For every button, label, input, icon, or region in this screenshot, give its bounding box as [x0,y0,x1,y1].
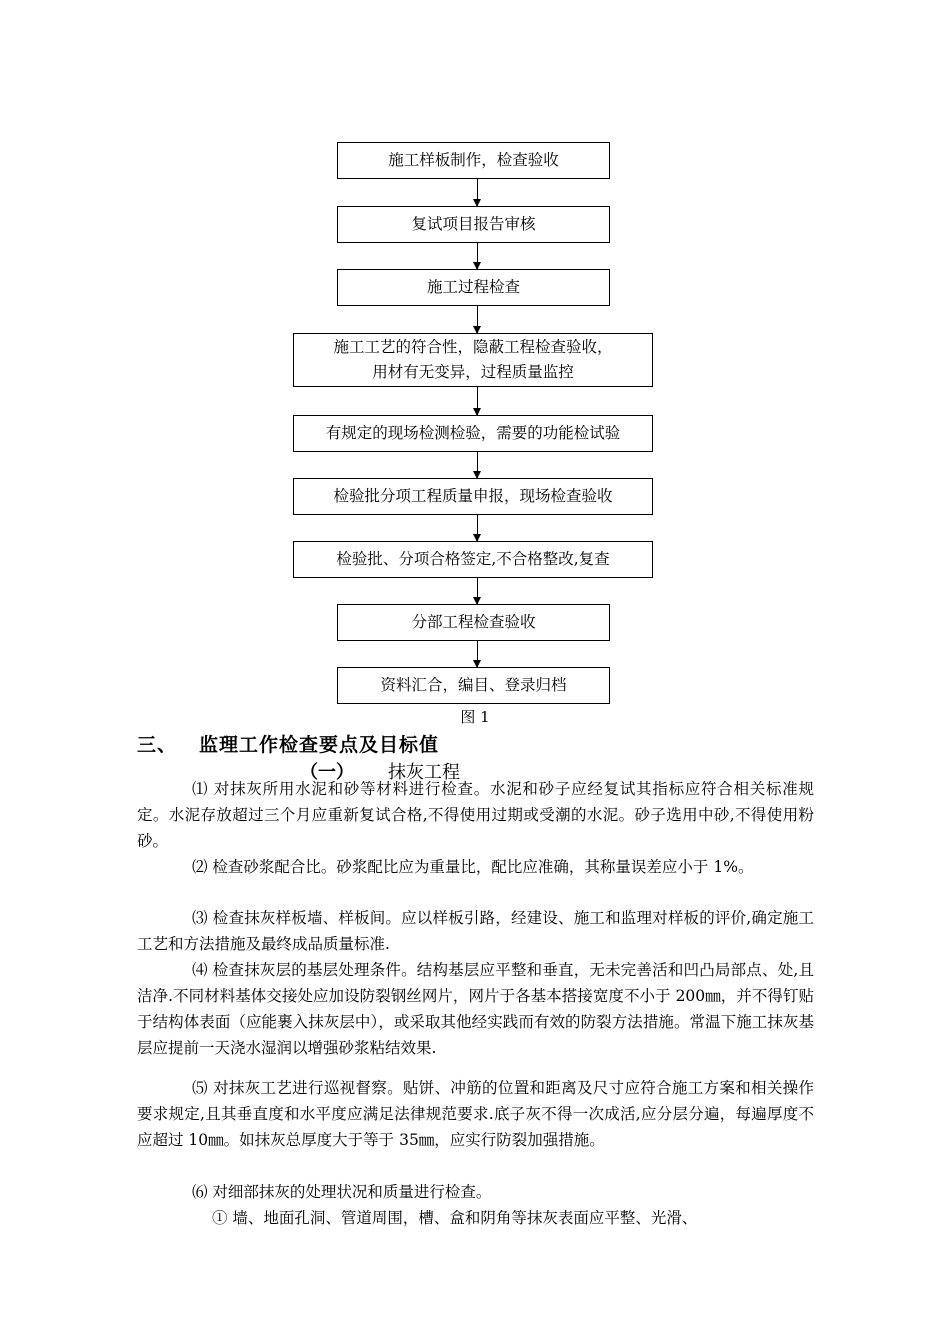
flow-step-text-line1: 施工工艺的符合性，隐蔽工程检查验收， [333,338,613,356]
flow-step-text: 施工过程检查 [426,278,520,296]
flow-step-text: 资料汇合，编目、登录归档 [380,676,567,694]
paragraph-6: ⑹ 对细部抹灰的处理状况和质量进行检查。 [192,1183,492,1201]
section-heading [137,730,439,757]
flow-step-1 [337,142,610,179]
flow-arrow [477,306,478,333]
flow-step-2 [337,206,610,243]
paragraph-5: ⑸ 对抹灰工艺进行巡视督察。贴饼、冲筋的位置和距离及尺寸应符合施工方案和相关操作要求规定,且其垂直度和水平度应满足法律规范要求.底子灰不得一次成活,应分层分遍，每遍厚度不应超过 10㎜。如抹灰总厚度大于等于 35㎜，应实行防裂加强措施。 [137,1079,814,1149]
flow-step-4 [293,333,653,387]
flow-step-text: 检验批分项工程质量申报，现场检查验收 [333,487,613,505]
paragraph-4: ⑷ 检查抹灰层的基层处理条件。结构基层应平整和垂直，无未完善活和凹凸局部点、处,且洁净.不同材料基体交接处应加设防裂钢丝网片，网片于各基本搭接宽度不小于 200㎜，并不得钉贴于结构体表面（应能裹入抹灰层中），或采取其他经实践而有效的防裂方法措施。常温下施工抹灰基层应提前一天浇水湿润以增强砂浆粘结效果. [137,961,814,1057]
flow-step-3 [337,269,610,306]
paragraph-1: ⑴ 对抹灰所用水泥和砂等材料进行检查。水泥和砂子应经复试其指标应符合相关标准规定。水泥存放超过三个月应重新复试合格,不得使用过期或受潮的水泥。砂子选用中砂,不得使用粉砂。 [137,780,814,850]
flow-step-6 [293,478,653,515]
paragraph-7: ① 墙、地面孔洞、管道周围，槽、盒和阴角等抹灰表面应平整、光滑、 [212,1209,698,1227]
flow-arrow [477,578,478,604]
flow-step-5 [293,415,653,452]
flow-step-text: 分部工程检查验收 [411,613,536,631]
flow-step-text: 检验批、分项合格签定,不合格整改,复查 [336,550,610,568]
flow-step-8 [337,604,610,641]
section-title: 监理工作检查要点及目标值 [199,734,440,756]
figure-caption: 图 1 [460,708,490,726]
section-number: 三、 [137,734,178,756]
paragraph-2: ⑵ 检查砂浆配合比。砂浆配比应为重量比，配比应准确，其称量误差应小于 1%。 [192,858,754,876]
flow-arrow [477,641,478,667]
flow-step-text-line2: 用材有无变异，过程质量监控 [372,363,574,381]
flow-arrow [477,243,478,269]
flow-arrow [477,515,478,541]
flow-step-text: 有规定的现场检测检验，需要的功能检试验 [325,424,621,442]
flow-arrow [477,387,478,415]
flow-arrow [477,179,478,206]
paragraph-3: ⑶ 检查抹灰样板墙、样板间。应以样板引路，经建设、施工和监理对样板的评价,确定施工工艺和方法措施及最终成品质量标准. [137,909,814,953]
flow-step-9 [337,667,610,704]
flow-step-text: 复试项目报告审核 [411,215,536,233]
flow-step-7 [293,541,653,578]
flow-step-text: 施工样板制作，检查验收 [388,151,559,169]
subsection-number: （一） [300,762,354,783]
subsection-title: 抹灰工程 [388,762,460,783]
flow-arrow [477,452,478,478]
